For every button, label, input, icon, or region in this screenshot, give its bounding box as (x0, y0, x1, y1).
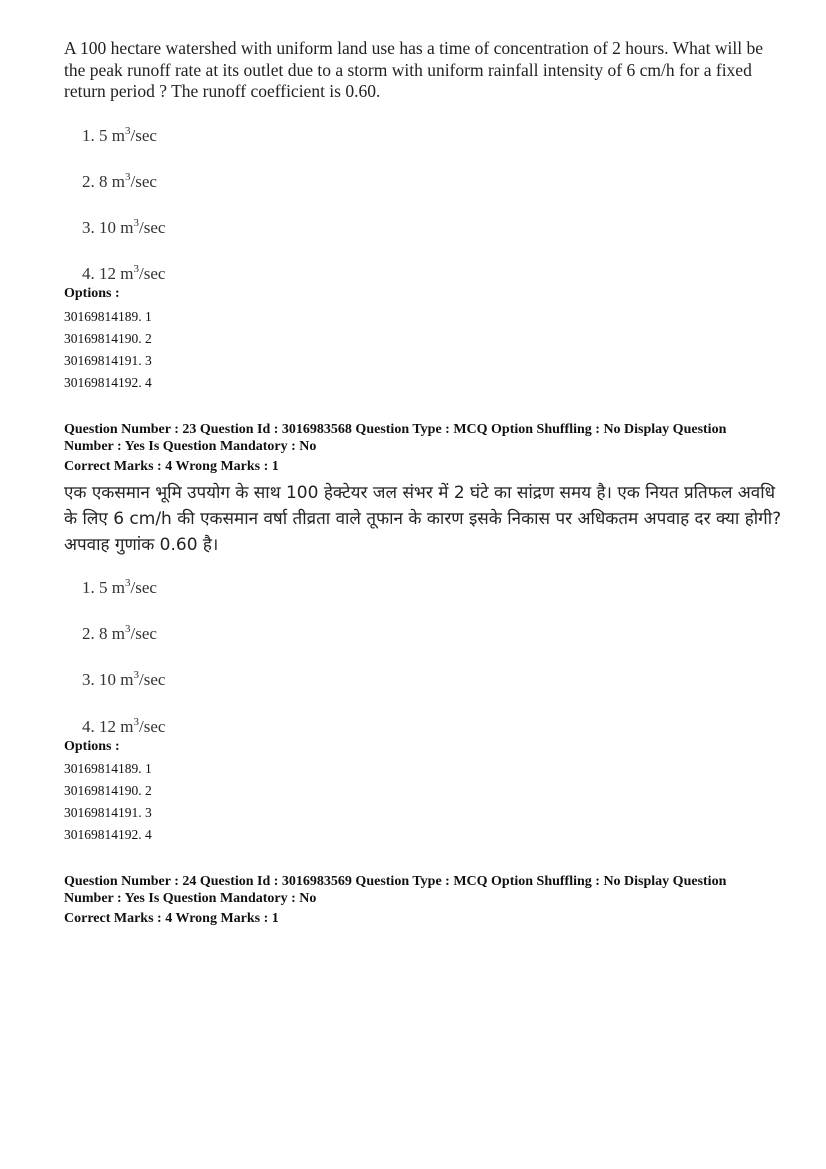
q23-meta-line-2: Number : Yes Is Question Mandatory : No (64, 439, 317, 454)
choice-number: 1. (82, 578, 95, 597)
choice-unit-exponent: 3 (133, 263, 139, 275)
choice-unit-exponent: 3 (133, 716, 139, 728)
q23-options-label: Options : (64, 739, 120, 754)
choice-unit-exponent: 3 (124, 125, 131, 137)
choice-unit-base: m (120, 264, 134, 283)
question-22-text: A 100 hectare watershed with uniform land use has a time of concentration of 2 hours. What will be the peak runoff rate at its outlet due to a storm with uniform rainfall intensity of 6 cm/h for a fixed return period ? The runoff coefficient is 0.60. (64, 38, 763, 101)
q23-meta-line-1: Question Number : 23 Question Id : 3016983568 Question Type : MCQ Option Shuffling : No Display Question (64, 422, 727, 437)
choice-unit-exponent: 3 (133, 217, 139, 229)
choice-value: 5 (99, 126, 108, 145)
q22-choice-3 (82, 218, 165, 238)
choice-unit-tail: /sec (138, 717, 166, 736)
q23-choice-2 (82, 624, 157, 644)
q23-option-id-4: 30169814192. 4 (64, 827, 152, 842)
choice-unit-base: m (120, 717, 134, 736)
choice-unit-tail: /sec (138, 264, 166, 283)
choice-value: 12 (99, 717, 116, 736)
q22-choice-1 (82, 126, 157, 146)
choice-number: 1. (82, 126, 95, 145)
choice-value: 5 (99, 578, 108, 597)
choice-value: 10 (99, 670, 116, 689)
choice-number: 2. (82, 172, 95, 191)
choice-value: 10 (99, 218, 116, 237)
choice-unit-base: m (111, 126, 125, 145)
choice-unit-exponent: 3 (124, 171, 131, 183)
choice-number: 2. (82, 624, 95, 643)
choice-unit-base: m (111, 624, 125, 643)
q23-marks: Correct Marks : 4 Wrong Marks : 1 (64, 459, 279, 474)
choice-unit-tail: /sec (130, 578, 157, 597)
choice-unit-base: m (120, 670, 134, 689)
q23-choice-3 (82, 670, 165, 690)
q22-option-id-1: 30169814189. 1 (64, 309, 152, 324)
q24-marks: Correct Marks : 4 Wrong Marks : 1 (64, 911, 279, 926)
q22-options-label: Options : (64, 286, 120, 301)
choice-unit-tail: /sec (138, 670, 166, 689)
choice-value: 12 (99, 264, 116, 283)
choice-number: 4. (82, 717, 95, 736)
question-23-text-hindi: एक एकसमान भूमि उपयोग के साथ 100 हेक्टेयर जल संभर में 2 घंटे का सांद्रण समय है। एक नियत प्रतिफल अवधि के लिए 6 cm/h की एकसमान वर्षा तीव्रता वाले तूफान के कारण इसके निकास पर अधिकतम अपवाह दर क्या होगी? अपवाह गुणांक 0.60 है। (64, 483, 782, 555)
choice-unit-exponent: 3 (133, 669, 139, 681)
choice-unit-exponent: 3 (124, 577, 131, 589)
q23-option-id-2: 30169814190. 2 (64, 783, 152, 798)
choice-unit-tail: /sec (130, 126, 157, 145)
choice-unit-tail: /sec (130, 624, 157, 643)
choice-number: 4. (82, 264, 95, 283)
q22-option-id-2: 30169814190. 2 (64, 331, 152, 346)
choice-unit-base: m (111, 172, 125, 191)
choice-value: 8 (99, 624, 108, 643)
q23-choice-1 (82, 578, 157, 598)
choice-number: 3. (82, 218, 95, 237)
q24-meta-line-1: Question Number : 24 Question Id : 3016983569 Question Type : MCQ Option Shuffling : No Display Question (64, 874, 727, 889)
q22-option-id-4: 30169814192. 4 (64, 375, 152, 390)
choice-number: 3. (82, 670, 95, 689)
choice-unit-base: m (111, 578, 125, 597)
q22-choice-4 (82, 264, 165, 284)
choice-unit-tail: /sec (130, 172, 157, 191)
choice-unit-base: m (120, 218, 134, 237)
q23-choice-4 (82, 717, 165, 737)
q23-option-id-3: 30169814191. 3 (64, 805, 152, 820)
q23-option-id-1: 30169814189. 1 (64, 761, 152, 776)
q22-option-id-3: 30169814191. 3 (64, 353, 152, 368)
choice-unit-exponent: 3 (124, 623, 131, 635)
choice-unit-tail: /sec (138, 218, 166, 237)
choice-value: 8 (99, 172, 108, 191)
q24-meta-line-2: Number : Yes Is Question Mandatory : No (64, 891, 317, 906)
q22-choice-2 (82, 172, 157, 192)
